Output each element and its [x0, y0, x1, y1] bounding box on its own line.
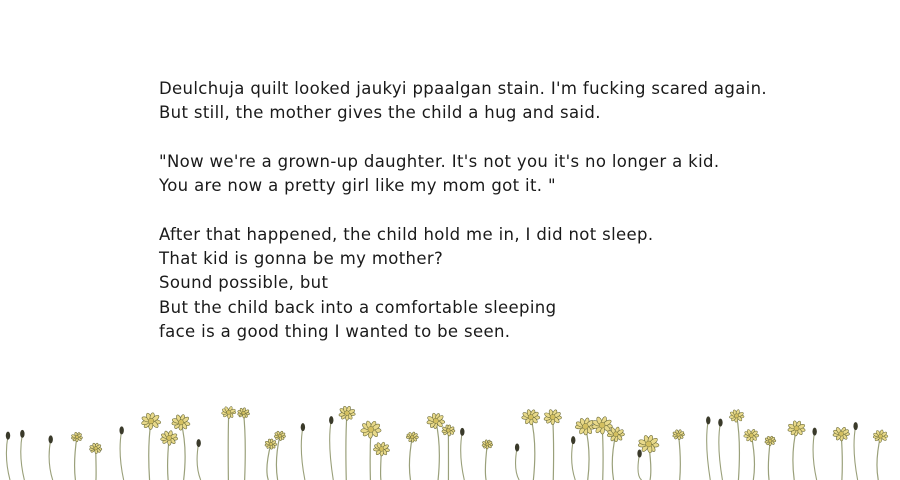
- dandelion-bud: [196, 439, 200, 480]
- poem-line: That kid is gonna be my mother?: [159, 249, 444, 269]
- dandelion-flower: [522, 409, 540, 480]
- dandelion-flower: [442, 425, 455, 480]
- dandelion-flower: [591, 416, 612, 480]
- dandelion-flower-border-icon: [0, 400, 900, 480]
- stanza-gap: [159, 126, 879, 150]
- dandelion-bud: [119, 426, 123, 480]
- stanza-2: [159, 150, 879, 199]
- dandelion-bud: [637, 450, 641, 480]
- dandelion-bud: [6, 432, 10, 480]
- poem-line: After that happened, the child hold me in, I did not sleep.: [159, 224, 654, 244]
- poem-line: face is a good thing I wanted to be seen.: [159, 321, 511, 341]
- dandelion-flower: [426, 413, 445, 480]
- dandelion-bud: [301, 423, 305, 480]
- poem-line: Deulchuja quilt looked jaukyi ppaalgan stain. I'm fucking scared again.: [159, 79, 767, 98]
- dandelion-flower: [406, 432, 418, 480]
- poem-line: You are now a pretty girl like my mom got it. ": [159, 176, 556, 196]
- dandelion-flower: [172, 414, 191, 480]
- poem-line: "Now we're a grown-up daughter. It's not you it's no longer a kid.: [159, 151, 720, 171]
- dandelion-flower: [338, 406, 355, 480]
- dandelion-bud: [20, 430, 24, 480]
- dandelion-flower: [141, 412, 161, 480]
- poem-line: Sound possible, but: [159, 273, 329, 293]
- dandelion-bud: [812, 428, 816, 480]
- dandelion-bud: [49, 435, 53, 480]
- dandelion-flower: [873, 430, 888, 480]
- poem-line: But still, the mother gives the child a hug and said.: [159, 103, 601, 123]
- dandelion-flower: [221, 406, 235, 480]
- stanza-gap: [159, 198, 879, 222]
- dandelion-flower: [160, 430, 178, 480]
- poem-text: [159, 77, 879, 344]
- dandelion-flower: [544, 409, 562, 480]
- dandelion-flower: [765, 436, 776, 480]
- dandelion-flower: [265, 439, 277, 480]
- dandelion-bud: [853, 422, 857, 480]
- dandelion-flower: [482, 440, 493, 480]
- dandelion-flower: [274, 431, 286, 480]
- dandelion-bud: [329, 416, 333, 480]
- dandelion-flower: [71, 432, 83, 480]
- dandelion-flower: [729, 409, 744, 480]
- dandelion-bud: [718, 419, 722, 480]
- dandelion-flower: [672, 429, 684, 480]
- stanza-1: [159, 77, 879, 126]
- stanza-3: [159, 223, 879, 344]
- dandelion-flower: [833, 427, 850, 480]
- dandelion-flower: [373, 442, 390, 480]
- dandelion-bud: [460, 428, 464, 480]
- dandelion-flower: [607, 427, 625, 480]
- dandelion-bud: [571, 436, 575, 480]
- poem-line: But the child back into a comfortable sleeping: [159, 297, 557, 317]
- dandelion-flower: [638, 435, 659, 480]
- dandelion-flower: [787, 420, 805, 480]
- dandelion-flower: [744, 429, 759, 480]
- dandelion-bud: [515, 443, 519, 480]
- dandelion-flower: [237, 408, 249, 480]
- dandelion-flower: [89, 443, 102, 480]
- dandelion-bud: [706, 416, 710, 480]
